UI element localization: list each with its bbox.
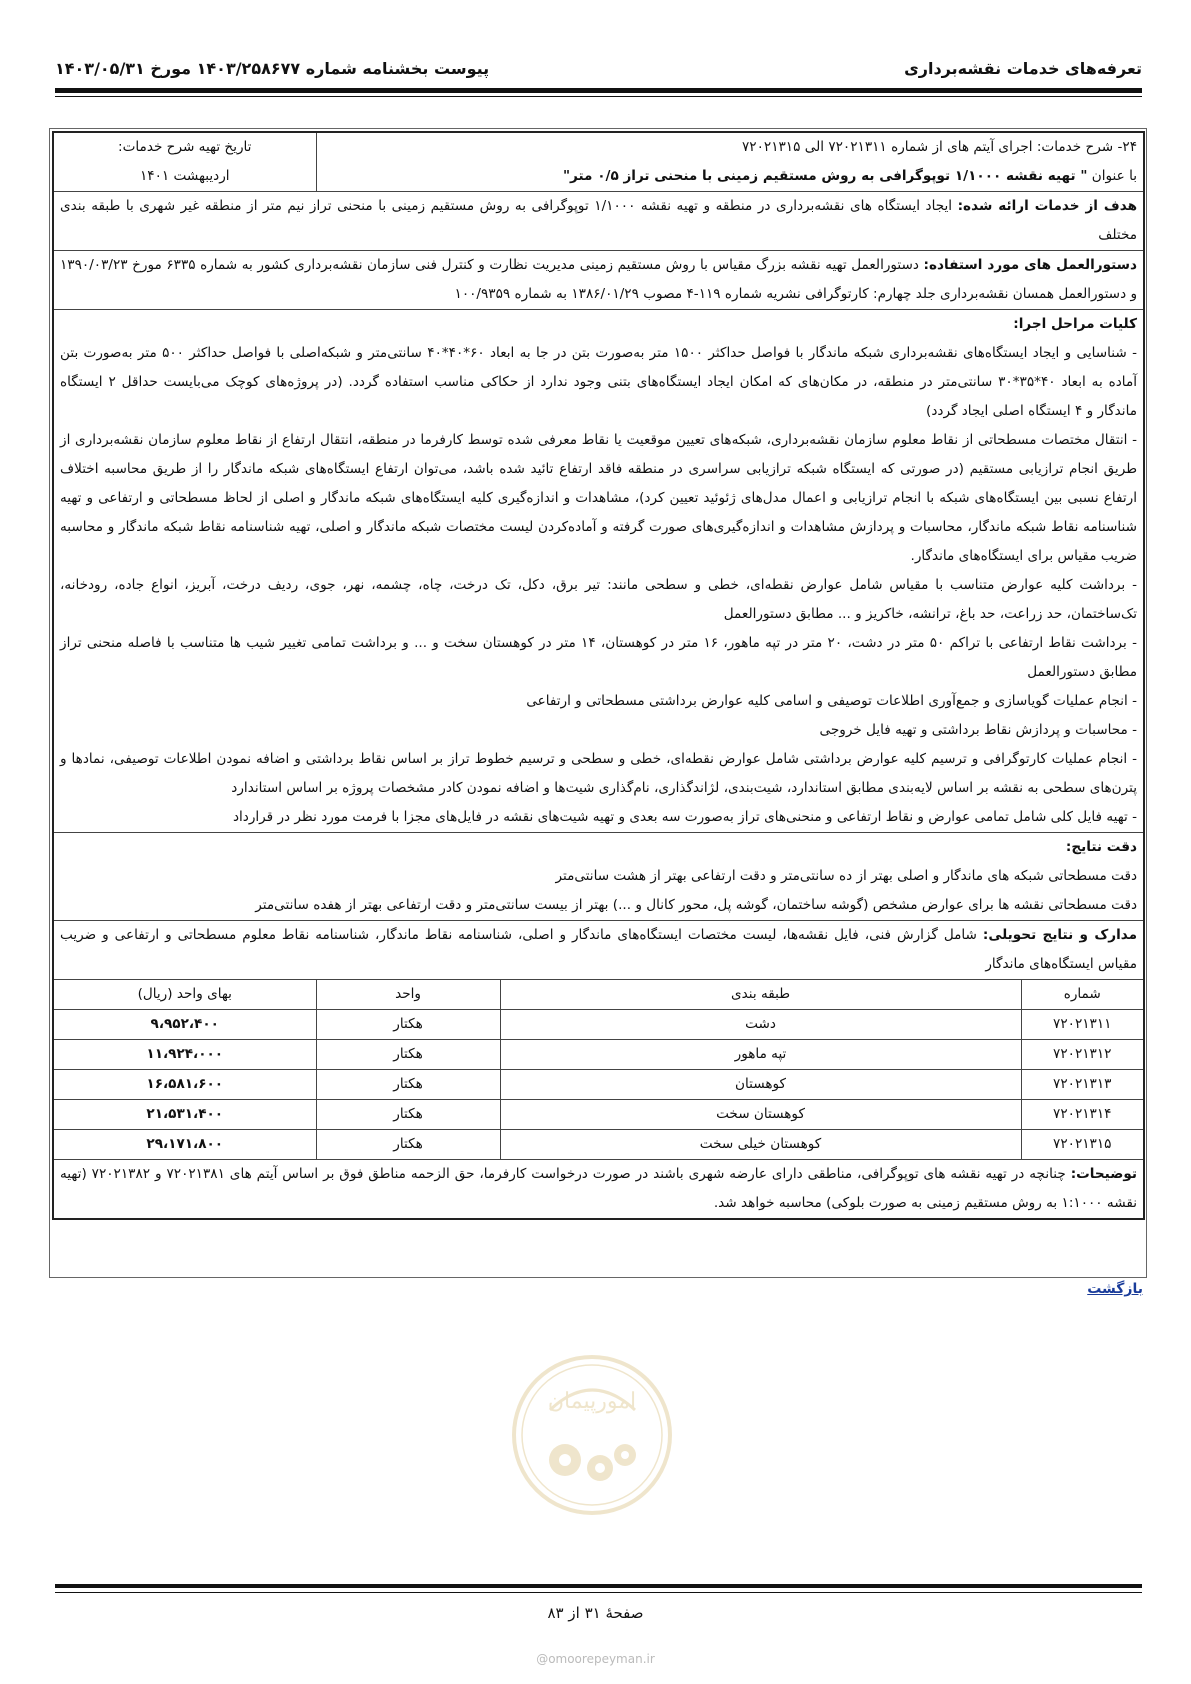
notes-label: توضیحات: bbox=[1070, 1166, 1137, 1182]
item-price: ۲۹،۱۷۱،۸۰۰ bbox=[53, 1130, 316, 1160]
goal-text: ایجاد ایستگاه های نقشه‌برداری در منطقه و تهیه نقشه ۱/۱۰۰۰ توپوگرافی به روش مستقیم زمینی با منحنی تراز نیم متر از منطقه غیر شهری با طبقه بندی مختلف bbox=[60, 198, 1138, 243]
notes-text: چنانچه در تهیه نقشه های توپوگرافی، مناطقی دارای عارضه شهری باشند در صورت درخواست کارفرما، حق الزحمه مناطق فوق بر اساس آیتم های ۷۲۰۲۱۳۸۱ و ۷۲۰۲۱۳۸۲ (تهیه نقشه ۱:۱۰۰۰ به روش مستقیم زمینی به صورت بلوکی) محاسبه خواهد شد. bbox=[60, 1166, 1138, 1211]
header-number: شماره bbox=[1021, 980, 1144, 1010]
notes-cell bbox=[53, 1160, 1144, 1220]
date-label: تاریخ تهیه شرح خدمات: bbox=[118, 139, 252, 155]
step-item: - انتقال مختصات مسطحاتی از نقاط معلوم سازمان نقشه‌برداری، شبکه‌های تعیین موقعیت یا نقاط معرفی شده توسط کارفرما در منطقه، انتقال ارتفاع از نقاط معلوم سازمان نقشه‌برداری از طریق انجام ترازیابی مستقیم (در صورتی که ایستگاه شبکه ترازیابی سراسری در منطقه فاقد ارتفاع تائید شده باشد، می‌توان ارتفاع ایستگاه‌های شبکه ماندگار را از طریق محاسبه اختلاف ارتفاع نسبی بین ایستگاه‌های شبکه با انجام ترازیابی و اعمال مدل‌های ژئوئید تعیین کرد)، مشاهدات و اندازه‌گیری کلیه ایستگاه‌های شبکه ماندگار و اصلی از لحاظ مسطحاتی و ارتفاعی و تهیه شناسنامه نقاط شبکه ماندگار، محاسبات و پردازش مشاهدات و اندازه‌گیری‌های صورت گرفته و آماده‌کردن لیست مختصات شبکه ماندگار و اصلی، تهیه شناسنامه نقاط شبکه ماندگار و محاسبه ضریب مقیاس برای ایستگاه‌های ماندگار. bbox=[60, 432, 1138, 564]
instructions-text: دستورالعمل تهیه نقشه بزرگ مقیاس با روش مستقیم زمینی مدیریت نظارت و کنترل فنی سازمان نقشه‌برداری کشور به شماره ۶۳۳۵ مورخ ۱۳۹۰/۰۳/۲۳ و دستورالعمل همسان نقشه‌برداری جلد چهارم: کارتوگرافی نشریه شماره ۱۱۹-۴ مصوب ۱۳۸۶/۰۱/۲۹ به شماره ۱۰۰/۹۳۵۹ bbox=[60, 257, 1138, 302]
header-unit: واحد bbox=[316, 980, 500, 1010]
seal-text: امورپیمان bbox=[547, 1389, 637, 1414]
item-price: ۱۱،۹۲۴،۰۰۰ bbox=[53, 1040, 316, 1070]
goal-label: هدف از خدمات ارائه شده: bbox=[957, 198, 1137, 214]
service-title: " تهیه نقشه ۱/۱۰۰۰ توپوگرافی به روش مستقیم زمینی با منحنی تراز ۰/۵ متر" bbox=[562, 168, 1088, 184]
footer-rule-thin bbox=[55, 1592, 1142, 1593]
date-value: اردیبهشت ۱۴۰۱ bbox=[139, 168, 230, 184]
accuracy-label: دقت نتایج: bbox=[1065, 839, 1138, 855]
step-item: - انجام عملیات گویاسازی و جمع‌آوری اطلاعات توصیفی و اسامی کلیه عوارض برداشتی مسطحاتی و ارتفاعی bbox=[526, 693, 1138, 709]
watermark-seal-logo bbox=[505, 1340, 680, 1530]
footer-rule-thick bbox=[55, 1584, 1142, 1588]
deliverables-label: مدارک و نتایج تحویلی: bbox=[982, 927, 1138, 943]
step-item: - برداشت نقاط ارتفاعی با تراکم ۵۰ متر در دشت، ۲۰ متر در تپه ماهور، ۱۶ متر در کوهستان، ۱۴ متر در کوهستان سخت و ... و برداشت تمامی تغییر شیب ها متناسب با فاصله منحنی تراز مطابق دستورالعمل bbox=[60, 635, 1138, 680]
instructions-label: دستورالعمل های مورد استفاده: bbox=[923, 257, 1137, 273]
step-item: - شناسایی و ایجاد ایستگاه‌های نقشه‌برداری شبکه ماندگار با فواصل حداکثر ۱۵۰۰ متر به‌صورت بتن در جا به ابعاد ۶۰*۴۰*۴۰ سانتی‌متر و شبکه‌اصلی با فواصل حداکثر ۵۰۰ متر به‌صورت بتن آماده به ابعاد ۴۰*۳۵*۳۰ سانتی‌متر در منطقه، در مکان‌های که امکان ایجاد ایستگاه‌های بتنی وجود ندارد از حکاکی مناسب استفاده گردد. (در پروژه‌های کوچک می‌بایست حداقل ۲ ایستگاه ماندگار و ۴ ایستگاه اصلی ایجاد گردد) bbox=[60, 345, 1138, 419]
deliverables-cell bbox=[53, 921, 1144, 980]
document-title: تعرفه‌های خدمات نقشه‌برداری bbox=[904, 58, 1142, 78]
header-category: طبقه بندی bbox=[500, 980, 1021, 1010]
item-number: ۷۲۰۲۱۳۱۱ bbox=[1021, 1010, 1144, 1040]
item-unit: هکتار bbox=[316, 1010, 500, 1040]
deliverables-text: شامل گزارش فنی، فایل نقشه‌ها، لیست مختصات ایستگاه‌های ماندگار و اصلی، شناسنامه نقاط ماندگار، شناسنامه نقاط معلوم مسطحاتی و ارتفاعی و ضریب مقیاس ایستگاه‌های ماندگار bbox=[60, 927, 1138, 972]
item-category: کوهستان bbox=[500, 1070, 1021, 1100]
item-category: کوهستان سخت bbox=[500, 1100, 1021, 1130]
table-row bbox=[53, 1040, 1144, 1070]
step-item: - تهیه فایل کلی شامل تمامی عوارض و نقاط ارتفاعی و منحنی‌های تراز به‌صورت سه بعدی و تهیه شیت‌های نقشه در فایل‌های مجزا با فرمت مورد نظر در قرارداد bbox=[232, 809, 1138, 825]
item-unit: هکتار bbox=[316, 1130, 500, 1160]
goal-cell bbox=[53, 192, 1144, 251]
item-price: ۲۱،۵۳۱،۴۰۰ bbox=[53, 1100, 316, 1130]
step-item: - برداشت کلیه عوارض متناسب با مقیاس شامل عوارض نقطه‌ای، خطی و سطحی مانند: تیر برق، دکل، تک درخت، چاه، چشمه، نهر، جوی، ردیف درخت، آبریز، انواع جاده، رودخانه، تک‌ساختمان، حد زراعت، حد باغ، ترانشه، خاکریز و ... مطابق دستورالعمل bbox=[60, 577, 1138, 622]
accuracy-line: دقت مسطحاتی نقشه ها برای عوارض مشخص (گوشه ساختمان، گوشه پل، محور کانال و ...) بهتر از بیست سانتی‌متر و دقت ارتفاعی بهتر از هفده سانتی‌متر bbox=[255, 897, 1138, 913]
notes-row bbox=[53, 1160, 1144, 1220]
item-number: ۷۲۰۲۱۳۱۲ bbox=[1021, 1040, 1144, 1070]
header-rule-thick bbox=[55, 88, 1142, 93]
page-number: صفحهٔ ۳۱ از ۸۳ bbox=[547, 1604, 644, 1622]
goal-row bbox=[53, 192, 1144, 251]
accuracy-cell bbox=[53, 833, 1144, 921]
table-row bbox=[53, 1070, 1144, 1100]
price-table-header bbox=[53, 980, 1144, 1010]
header-price: بهای واحد (ریال) bbox=[53, 980, 316, 1010]
step-item: - انجام عملیات کارتوگرافی و ترسیم کلیه عوارض برداشتی شامل عوارض نقطه‌ای، خطی و سطحی و ترسیم خطوط تراز بر اساس نقاط برداشتی و اضافه نمودن اطلاعات توصیفی، نمادها و پترن‌های سطحی به نقشه بر اساس لایه‌بندی مطابق استاندارد، شیت‌بندی، لژاندگذاری، نام‌گذاری شیت‌ها و اضافه نمودن کادر مشخصات پروژه بر اساس استاندارد bbox=[60, 751, 1138, 796]
header-rule-thin bbox=[55, 96, 1142, 97]
circular-reference: پیوست بخشنامه شماره ۱۴۰۳/۲۵۸۶۷۷ مورخ ۱۴۰۳/۰۵/۳۱ bbox=[55, 58, 490, 78]
instructions-cell bbox=[53, 251, 1144, 310]
steps-row bbox=[53, 310, 1144, 833]
item-unit: هکتار bbox=[316, 1070, 500, 1100]
item-unit: هکتار bbox=[316, 1100, 500, 1130]
page-header bbox=[55, 54, 1142, 82]
back-link[interactable]: بازگشت bbox=[1087, 1281, 1143, 1297]
item-category: دشت bbox=[500, 1010, 1021, 1040]
date-cell bbox=[53, 132, 316, 192]
service-header-row bbox=[53, 132, 1144, 192]
accuracy-line: دقت مسطحاتی شبکه های ماندگار و اصلی بهتر از ده سانتی‌متر و دقت ارتفاعی بهتر از هشت سانتی‌متر bbox=[555, 868, 1138, 884]
item-number: ۷۲۰۲۱۳۱۵ bbox=[1021, 1130, 1144, 1160]
step-item: - محاسبات و پردازش نقاط برداشتی و تهیه فایل خروجی bbox=[819, 722, 1138, 738]
table-row bbox=[53, 1100, 1144, 1130]
item-number: ۷۲۰۲۱۳۱۳ bbox=[1021, 1070, 1144, 1100]
item-unit: هکتار bbox=[316, 1040, 500, 1070]
item-number: ۷۲۰۲۱۳۱۴ bbox=[1021, 1100, 1144, 1130]
deliverables-row bbox=[53, 921, 1144, 980]
item-category: کوهستان خیلی سخت bbox=[500, 1130, 1021, 1160]
item-price: ۹،۹۵۲،۴۰۰ bbox=[53, 1010, 316, 1040]
item-category: تپه ماهور bbox=[500, 1040, 1021, 1070]
service-description: ۲۴- شرح خدمات: اجرای آیتم های از شماره ۷۲۰۲۱۳۱۱ الی ۷۲۰۲۱۳۱۵ bbox=[742, 139, 1138, 155]
accuracy-row bbox=[53, 833, 1144, 921]
steps-cell bbox=[53, 310, 1144, 833]
service-table bbox=[52, 131, 1145, 1220]
item-price: ۱۶،۵۸۱،۶۰۰ bbox=[53, 1070, 316, 1100]
site-watermark: @omoorepeyman.ir bbox=[536, 1652, 655, 1666]
service-title-prefix: با عنوان bbox=[1091, 168, 1138, 184]
table-row bbox=[53, 1130, 1144, 1160]
steps-label: کلیات مراحل اجرا: bbox=[1013, 316, 1138, 332]
service-title-line bbox=[323, 162, 1138, 191]
table-row bbox=[53, 1010, 1144, 1040]
service-description-cell bbox=[316, 132, 1144, 192]
instructions-row bbox=[53, 251, 1144, 310]
